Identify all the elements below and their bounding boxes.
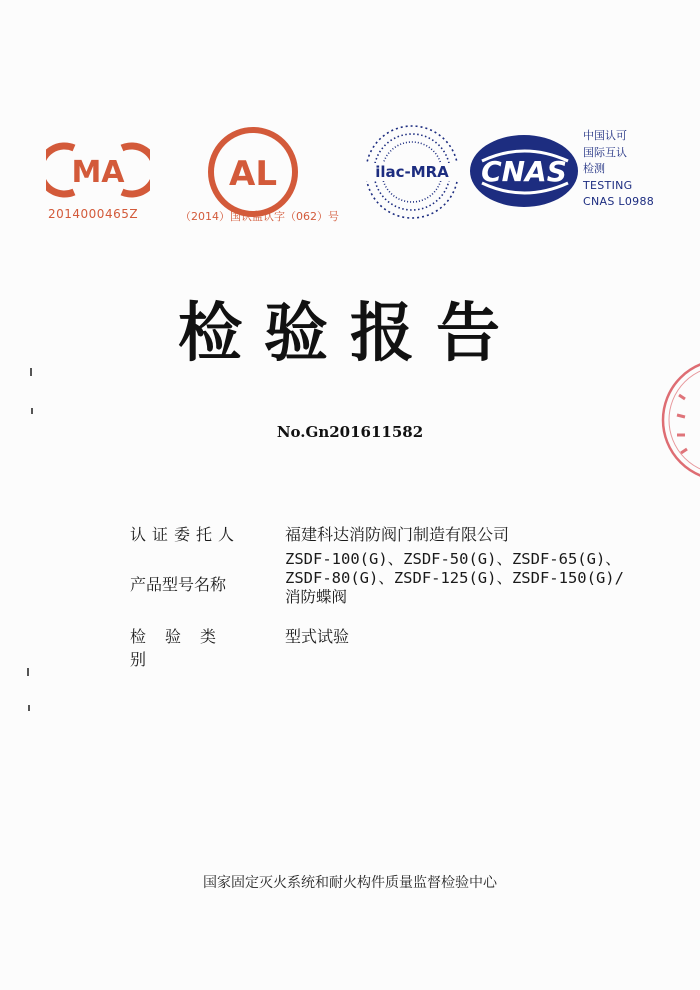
binding-mark bbox=[30, 368, 32, 376]
model-label: 产品型号名称 bbox=[130, 575, 227, 594]
report-number: No.Gn201611582 bbox=[276, 423, 424, 441]
ilac-mra-logo bbox=[362, 122, 462, 222]
cma-logo bbox=[46, 140, 150, 200]
model-line: ZSDF-100(G)、ZSDF-50(G)、ZSDF-65(G)、 bbox=[285, 550, 621, 568]
ilac-logo-text: ilac-MRA bbox=[375, 163, 449, 181]
client-value: 福建科达消防阀门制造有限公司 bbox=[285, 525, 510, 544]
model-line: 消防蝶阀 bbox=[285, 588, 348, 606]
binding-mark bbox=[31, 408, 33, 414]
cma-logo-text: MA bbox=[71, 155, 125, 190]
report-title: 检验报告 bbox=[178, 297, 522, 371]
cnas-logo bbox=[468, 133, 580, 209]
red-seal-stamp bbox=[655, 355, 700, 485]
cal-caption: （2014）国认监认字（062）号 bbox=[180, 210, 339, 223]
cnas-line: TESTING bbox=[583, 178, 633, 192]
type-label: 检验类别 bbox=[130, 627, 236, 669]
cma-number: 2014000465Z bbox=[48, 207, 139, 221]
model-line: ZSDF-80(G)、ZSDF-125(G)、ZSDF-150(G)/ bbox=[285, 569, 624, 587]
binding-mark bbox=[28, 705, 30, 711]
type-value: 型式试验 bbox=[285, 627, 350, 646]
cnas-line: 国际互认 bbox=[583, 145, 627, 159]
model-value bbox=[285, 550, 700, 607]
client-label: 认证委托人 bbox=[130, 525, 241, 544]
cnas-logo-text: CNAS bbox=[481, 155, 567, 188]
cal-logo bbox=[205, 125, 301, 219]
binding-mark bbox=[27, 668, 29, 676]
cnas-line: 检测 bbox=[583, 162, 605, 175]
cnas-accreditation-text bbox=[583, 128, 654, 211]
cnas-line: 中国认可 bbox=[583, 129, 627, 142]
issuing-organization: 国家固定灭火系统和耐火构件质量监督检验中心 bbox=[203, 875, 497, 891]
cal-logo-text: AL bbox=[229, 154, 277, 194]
cnas-line: CNAS L0988 bbox=[583, 195, 655, 208]
